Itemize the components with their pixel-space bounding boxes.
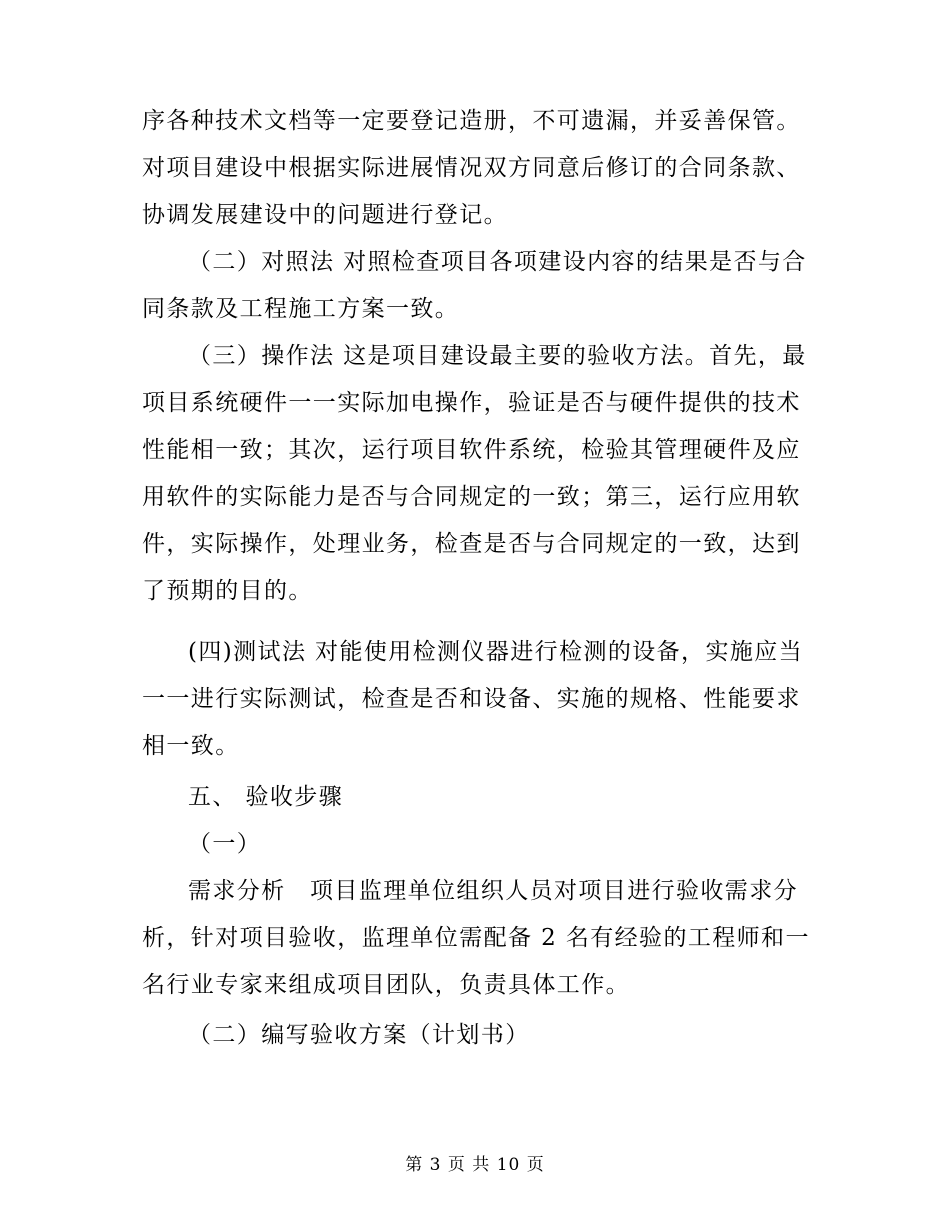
paragraph-document-registration: 序各种技术文档等一定要登记造册，不可遗漏，并妥善保管。对项目建设中根据实际进展情况双方同意后修订的合同条款、协调发展建设中的问题进行登记。 bbox=[142, 108, 801, 228]
paragraph-comparison-method: （二）对照法 对照检查项目各项建设内容的结果是否与合同条款及工程施工方案一致。 bbox=[142, 249, 807, 322]
heading-acceptance-steps: 五、 验收步骤 bbox=[188, 784, 344, 810]
heading-write-acceptance-plan: （二）编写验收方案（计划书） bbox=[188, 1022, 530, 1048]
paragraph-test-method: (四)测试法 对能使用检测仪器进行检测的设备，实施应当一一进行实际测试，检查是否和设备、实施的规格、性能要求相一致。 bbox=[142, 639, 804, 759]
page-number-footer: 第 3 页 共 10 页 bbox=[405, 1155, 545, 1175]
heading-step-one: （一） bbox=[188, 831, 262, 857]
paragraph-requirement-analysis: 需求分析 项目监理单位组织人员对项目进行验收需求分析，针对项目验收，监理单位需配备 2 名有经验的工程师和一名行业专家来组成项目团队，负责具体工作。 bbox=[142, 878, 810, 998]
paragraph-operation-method: （三）操作法 这是项目建设最主要的验收方法。首先，最项目系统硬件一一实际加电操作，验证是否与硬件提供的技术性能相一致；其次，运行项目软件系统，检验其管理硬件及应用软件的实际能力是否与合同规定的一致；第三，运行应用软件，实际操作，处理业务，检查是否与合同规定的一致，达到了预期的目的。 bbox=[142, 343, 807, 604]
